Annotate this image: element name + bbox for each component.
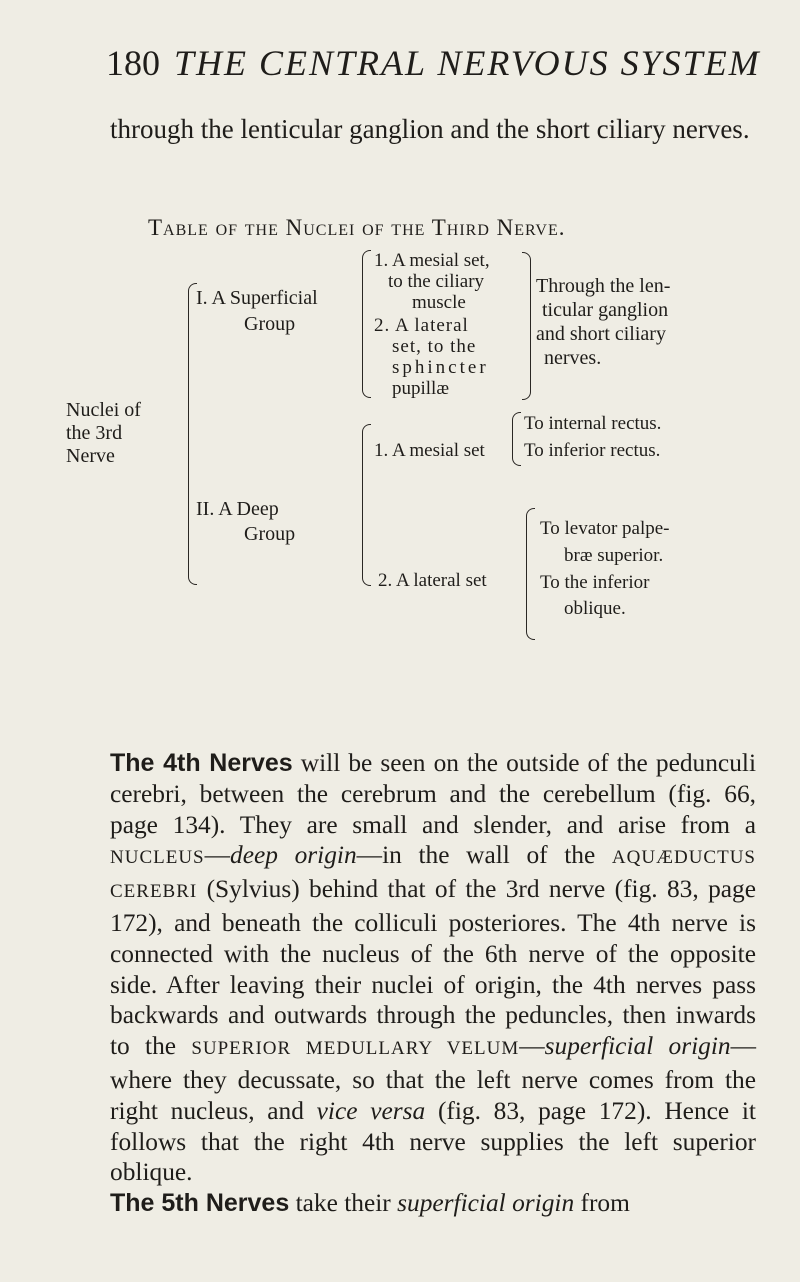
term-nucleus: NUCLEUS (110, 847, 205, 869)
g1-lateral-line-3: sphincter (392, 357, 489, 378)
p1-text-e: (fig. 83, page 172). Hence it follows that the right 4th nerve supplies the left superior oblique. (110, 1096, 756, 1187)
p2-text-a: take their (289, 1189, 398, 1218)
g1-lateral-line-2: set, to the (392, 336, 477, 357)
group1-line-2: Group (244, 313, 296, 335)
g1-lateral-line-4: pupillæ (392, 378, 450, 399)
term-deep-origin: deep origin (230, 841, 357, 870)
g1-dest-line-4: nerves. (544, 347, 602, 369)
table-title: Table of the Nuclei of the Third Nerve. (148, 215, 566, 240)
group1-brace (362, 250, 371, 398)
group2-line-1: II. A Deep (196, 498, 279, 520)
group2-line-2: Group (244, 523, 296, 545)
table-root-line-3: Nerve (66, 445, 115, 467)
p1-text-c: (Sylvius) behind that of the 3rd nerve (fig. 83, page 172), and beneath the colliculi posteriores. The 4th nerve is connected with the nucleus of the 6th nerve of the opposite side. After leaving their nuclei of origin, the 4th nerves pass backwards and outwards through the peduncles, then inwards to the (110, 875, 756, 1061)
fourth-nerves-heading: The 4th Nerves (110, 749, 293, 777)
term-vice-versa: vice versa (316, 1096, 426, 1125)
g2-lateral: 2. A lateral set (378, 570, 487, 591)
term-aqueductus: AQUÆDUCTUS CEREBRI (110, 847, 756, 903)
table-root-line-1: Nuclei of (66, 399, 141, 421)
p1-text-b: —in the wall of the (356, 841, 612, 870)
group1-line-1: I. A Superficial (196, 287, 318, 309)
g2-mesial-brace (512, 412, 521, 466)
g1-mesial-line-1: 1. A mesial set, (374, 250, 490, 271)
g2-mesial: 1. A mesial set (374, 440, 485, 461)
g2-lateral-brace (526, 508, 535, 640)
g2-mesial-dest-1: To internal rectus. (524, 413, 662, 434)
term-superficial-origin-2: superficial origin (397, 1189, 575, 1218)
g1-lateral-line-1: 2. A lateral (374, 315, 469, 336)
running-title: THE CENTRAL NERVOUS SYSTEM (174, 43, 761, 83)
fifth-nerves-heading: The 5th Nerves (110, 1189, 290, 1218)
p1-text-d: —where they decussate, so that the left nerve comes from the right nucleus, and (110, 1032, 757, 1125)
p1-text-a: will be seen on the outside of the pedunculi cerebri, between the cerebrum and the cerebellum (fig. 66, page 134). They are small and slender, and arise from a (110, 749, 756, 839)
g1-dest-line-1: Through the len- (536, 275, 671, 297)
root-brace (188, 283, 197, 585)
g2-lateral-dest-1: To levator palpe- (540, 518, 670, 539)
g2-mesial-dest-2: To inferior rectus. (524, 440, 661, 461)
g2-lateral-dest-4: oblique. (564, 598, 626, 619)
p1-dash-1: — (204, 841, 231, 870)
intro-text: through the lenticular ganglion and the short ciliary nerves. (110, 114, 750, 144)
table-root-line-2: the 3rd (66, 422, 123, 444)
g1-mesial-line-2: to the ciliary (388, 271, 485, 292)
g1-mesial-line-3: muscle (412, 292, 466, 313)
group2-brace (362, 424, 371, 586)
term-velum: SUPERIOR MEDULLARY VELUM (191, 1038, 520, 1060)
g2-lateral-dest-2: bræ superior. (564, 545, 664, 566)
term-superficial-origin: superficial origin (544, 1032, 731, 1061)
g2-lateral-dest-3: To the inferior (540, 572, 650, 593)
p1-dash-2: — (519, 1032, 545, 1061)
p2-text-b: from (574, 1189, 630, 1218)
page-number: 180 (106, 43, 160, 83)
g1-dest-line-3: and short ciliary (536, 323, 666, 345)
body-text (110, 748, 756, 1219)
group1-dest-brace (522, 252, 531, 400)
g1-dest-line-2: ticular ganglion (542, 299, 669, 321)
